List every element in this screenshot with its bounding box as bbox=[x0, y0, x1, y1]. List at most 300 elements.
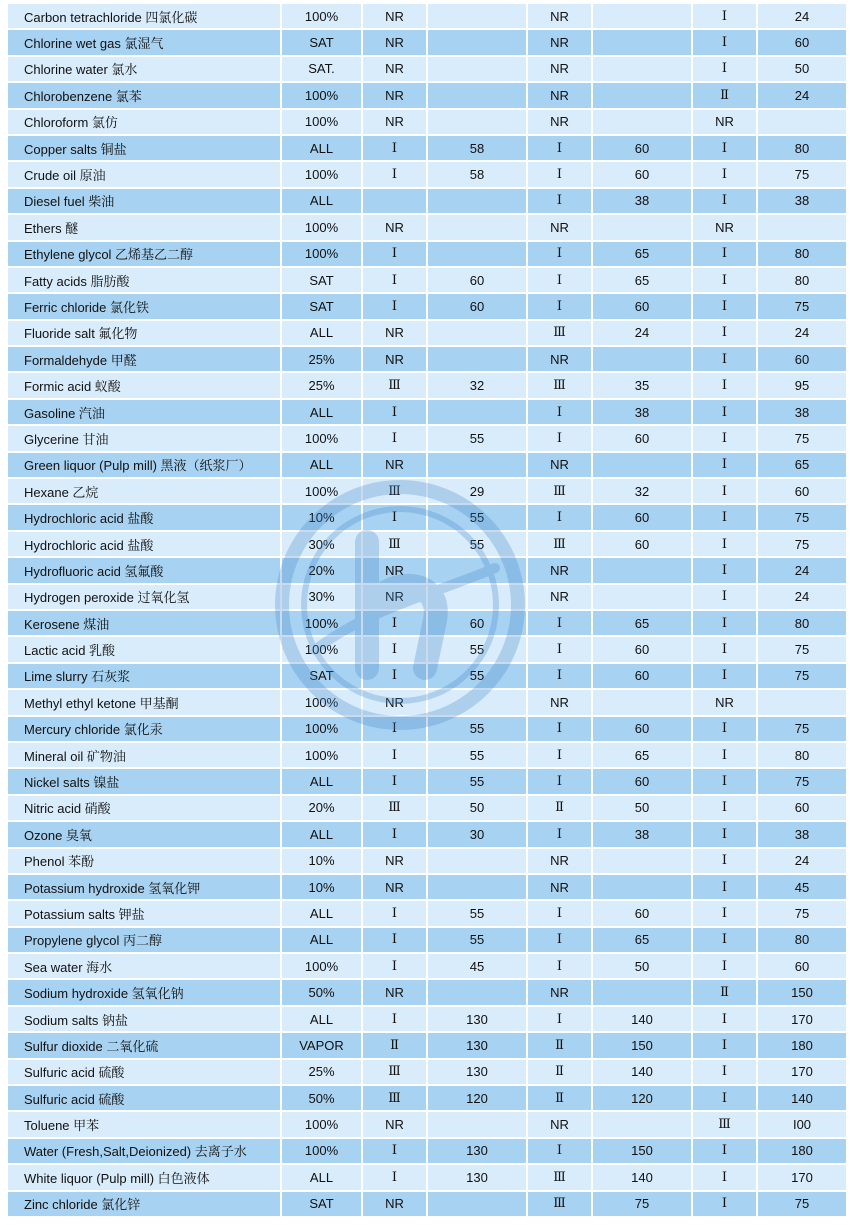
concentration-cell: 100% bbox=[282, 426, 361, 450]
chemical-name-cell: Toluene 甲苯 bbox=[8, 1112, 280, 1136]
table-row bbox=[8, 57, 846, 81]
temperature-cell bbox=[593, 57, 691, 81]
table-row bbox=[8, 453, 846, 477]
temperature-cell: 45 bbox=[428, 954, 526, 978]
temperature-cell: 55 bbox=[428, 637, 526, 661]
rating-cell: NR bbox=[528, 849, 591, 873]
rating-cell: NR bbox=[363, 849, 426, 873]
rating-cell: Ⅰ bbox=[693, 558, 756, 582]
chemical-name-cell: Propylene glycol 丙二醇 bbox=[8, 928, 280, 952]
temperature-cell: 75 bbox=[758, 294, 846, 318]
temperature-cell: 65 bbox=[593, 743, 691, 767]
temperature-cell: 150 bbox=[593, 1139, 691, 1163]
rating-cell: Ⅰ bbox=[693, 268, 756, 292]
rating-cell: Ⅰ bbox=[363, 928, 426, 952]
temperature-cell: 50 bbox=[758, 57, 846, 81]
chemical-name-cell: Lactic acid 乳酸 bbox=[8, 637, 280, 661]
table-row bbox=[8, 1060, 846, 1084]
temperature-cell bbox=[428, 242, 526, 266]
table-row bbox=[8, 1086, 846, 1110]
concentration-cell: 100% bbox=[282, 215, 361, 239]
temperature-cell bbox=[428, 1112, 526, 1136]
chemical-name-cell: Chlorine water 氯水 bbox=[8, 57, 280, 81]
temperature-cell bbox=[593, 110, 691, 134]
temperature-cell: 60 bbox=[593, 162, 691, 186]
rating-cell: Ⅰ bbox=[363, 769, 426, 793]
concentration-cell: ALL bbox=[282, 928, 361, 952]
chemical-name-cell: Sulfuric acid 硫酸 bbox=[8, 1086, 280, 1110]
chemical-name-cell: Fatty acids 脂肪酸 bbox=[8, 268, 280, 292]
concentration-cell: 100% bbox=[282, 717, 361, 741]
temperature-cell: 60 bbox=[593, 532, 691, 556]
chemical-name-cell: Formaldehyde 甲醛 bbox=[8, 347, 280, 371]
temperature-cell: 140 bbox=[593, 1165, 691, 1189]
rating-cell: Ⅱ bbox=[363, 1033, 426, 1057]
rating-cell: Ⅰ bbox=[693, 136, 756, 160]
rating-cell: Ⅲ bbox=[528, 321, 591, 345]
chemical-name-cell: Lime slurry 石灰浆 bbox=[8, 664, 280, 688]
rating-cell: Ⅰ bbox=[693, 1192, 756, 1216]
chemical-name-cell: Nickel salts 镍盐 bbox=[8, 769, 280, 793]
rating-cell: Ⅰ bbox=[528, 611, 591, 635]
rating-cell: Ⅰ bbox=[363, 637, 426, 661]
rating-cell: NR bbox=[363, 4, 426, 28]
rating-cell: Ⅰ bbox=[693, 1165, 756, 1189]
temperature-cell: 24 bbox=[758, 849, 846, 873]
temperature-cell: 60 bbox=[593, 637, 691, 661]
temperature-cell bbox=[428, 30, 526, 54]
temperature-cell: 24 bbox=[758, 558, 846, 582]
chemical-name-cell: Hydrochloric acid 盐酸 bbox=[8, 505, 280, 529]
table-row bbox=[8, 690, 846, 714]
temperature-cell: 75 bbox=[758, 532, 846, 556]
rating-cell: Ⅰ bbox=[528, 426, 591, 450]
rating-cell: Ⅱ bbox=[693, 980, 756, 1004]
temperature-cell: 32 bbox=[428, 373, 526, 397]
temperature-cell bbox=[593, 849, 691, 873]
chemical-name-cell: Green liquor (Pulp mill) 黑液（纸浆厂） bbox=[8, 453, 280, 477]
rating-cell: Ⅰ bbox=[363, 901, 426, 925]
rating-cell: Ⅰ bbox=[363, 743, 426, 767]
concentration-cell: 100% bbox=[282, 162, 361, 186]
temperature-cell bbox=[428, 347, 526, 371]
rating-cell: Ⅰ bbox=[693, 1086, 756, 1110]
concentration-cell: 10% bbox=[282, 849, 361, 873]
temperature-cell: 150 bbox=[758, 980, 846, 1004]
concentration-cell: 100% bbox=[282, 4, 361, 28]
temperature-cell: 55 bbox=[428, 505, 526, 529]
rating-cell: Ⅰ bbox=[693, 611, 756, 635]
table-row bbox=[8, 162, 846, 186]
rating-cell: Ⅰ bbox=[528, 1007, 591, 1031]
chemical-resistance-table-container bbox=[6, 2, 844, 1218]
concentration-cell: 20% bbox=[282, 796, 361, 820]
temperature-cell: 60 bbox=[593, 294, 691, 318]
table-row bbox=[8, 479, 846, 503]
rating-cell: NR bbox=[363, 1112, 426, 1136]
chemical-resistance-table bbox=[6, 2, 848, 1218]
concentration-cell: SAT bbox=[282, 268, 361, 292]
rating-cell: Ⅰ bbox=[693, 796, 756, 820]
table-row bbox=[8, 1112, 846, 1136]
rating-cell: Ⅰ bbox=[363, 611, 426, 635]
table-row bbox=[8, 321, 846, 345]
rating-cell: Ⅰ bbox=[693, 769, 756, 793]
rating-cell: Ⅰ bbox=[693, 453, 756, 477]
temperature-cell: 60 bbox=[428, 268, 526, 292]
rating-cell: Ⅰ bbox=[693, 321, 756, 345]
rating-cell: Ⅰ bbox=[528, 189, 591, 213]
concentration-cell: ALL bbox=[282, 189, 361, 213]
temperature-cell bbox=[758, 690, 846, 714]
table-row bbox=[8, 928, 846, 952]
table-row bbox=[8, 30, 846, 54]
chemical-name-cell: Ferric chloride 氯化铁 bbox=[8, 294, 280, 318]
rating-cell: Ⅰ bbox=[363, 1007, 426, 1031]
concentration-cell: 100% bbox=[282, 83, 361, 107]
rating-cell: NR bbox=[528, 980, 591, 1004]
temperature-cell: 140 bbox=[593, 1007, 691, 1031]
concentration-cell: 30% bbox=[282, 532, 361, 556]
rating-cell: Ⅲ bbox=[363, 373, 426, 397]
chemical-name-cell: Zinc chloride 氯化锌 bbox=[8, 1192, 280, 1216]
rating-cell: Ⅲ bbox=[363, 479, 426, 503]
table-row bbox=[8, 505, 846, 529]
rating-cell: Ⅰ bbox=[693, 875, 756, 899]
rating-cell: Ⅰ bbox=[693, 954, 756, 978]
rating-cell: Ⅰ bbox=[693, 162, 756, 186]
rating-cell: Ⅰ bbox=[528, 954, 591, 978]
temperature-cell: 80 bbox=[758, 242, 846, 266]
rating-cell: Ⅲ bbox=[528, 532, 591, 556]
rating-cell: NR bbox=[528, 57, 591, 81]
chemical-name-cell: Diesel fuel 柴油 bbox=[8, 189, 280, 213]
temperature-cell: 38 bbox=[758, 189, 846, 213]
chemical-name-cell: White liquor (Pulp mill) 白色液体 bbox=[8, 1165, 280, 1189]
table-row bbox=[8, 347, 846, 371]
temperature-cell: 75 bbox=[758, 1192, 846, 1216]
table-row bbox=[8, 215, 846, 239]
temperature-cell: 55 bbox=[428, 743, 526, 767]
rating-cell: Ⅱ bbox=[693, 83, 756, 107]
chemical-name-cell: Phenol 苯酚 bbox=[8, 849, 280, 873]
temperature-cell bbox=[428, 875, 526, 899]
temperature-cell: 60 bbox=[428, 294, 526, 318]
rating-cell: NR bbox=[363, 453, 426, 477]
rating-cell: Ⅰ bbox=[528, 637, 591, 661]
rating-cell: Ⅰ bbox=[693, 743, 756, 767]
table-row bbox=[8, 294, 846, 318]
chemical-name-cell: Nitric acid 硝酸 bbox=[8, 796, 280, 820]
chemical-name-cell: Fluoride salt 氟化物 bbox=[8, 321, 280, 345]
rating-cell: Ⅱ bbox=[528, 1086, 591, 1110]
temperature-cell: 55 bbox=[428, 769, 526, 793]
temperature-cell: 38 bbox=[593, 189, 691, 213]
rating-cell: NR bbox=[528, 110, 591, 134]
temperature-cell: 140 bbox=[593, 1060, 691, 1084]
rating-cell: Ⅰ bbox=[363, 505, 426, 529]
table-row bbox=[8, 532, 846, 556]
rating-cell: Ⅰ bbox=[693, 822, 756, 846]
concentration-cell: 100% bbox=[282, 690, 361, 714]
temperature-cell: 55 bbox=[428, 426, 526, 450]
temperature-cell: 65 bbox=[758, 453, 846, 477]
temperature-cell: 50 bbox=[593, 796, 691, 820]
table-body bbox=[8, 4, 846, 1216]
rating-cell: NR bbox=[528, 4, 591, 28]
rating-cell: Ⅰ bbox=[363, 268, 426, 292]
rating-cell: Ⅰ bbox=[363, 400, 426, 424]
rating-cell: Ⅰ bbox=[363, 242, 426, 266]
rating-cell: Ⅲ bbox=[528, 1192, 591, 1216]
rating-cell: Ⅱ bbox=[528, 796, 591, 820]
temperature-cell: 58 bbox=[428, 162, 526, 186]
temperature-cell bbox=[593, 347, 691, 371]
table-row bbox=[8, 954, 846, 978]
concentration-cell: 10% bbox=[282, 505, 361, 529]
chemical-name-cell: Gasoline 汽油 bbox=[8, 400, 280, 424]
chemical-name-cell: Sulfuric acid 硫酸 bbox=[8, 1060, 280, 1084]
rating-cell: Ⅰ bbox=[693, 57, 756, 81]
table-row bbox=[8, 136, 846, 160]
temperature-cell: 58 bbox=[428, 136, 526, 160]
temperature-cell: 170 bbox=[758, 1165, 846, 1189]
rating-cell: Ⅲ bbox=[363, 1086, 426, 1110]
concentration-cell: ALL bbox=[282, 1007, 361, 1031]
rating-cell: Ⅰ bbox=[528, 136, 591, 160]
concentration-cell: VAPOR bbox=[282, 1033, 361, 1057]
temperature-cell bbox=[428, 453, 526, 477]
chemical-name-cell: Sea water 海水 bbox=[8, 954, 280, 978]
chemical-name-cell: Glycerine 甘油 bbox=[8, 426, 280, 450]
rating-cell: NR bbox=[528, 347, 591, 371]
rating-cell: Ⅲ bbox=[363, 532, 426, 556]
concentration-cell: 50% bbox=[282, 1086, 361, 1110]
rating-cell: NR bbox=[528, 875, 591, 899]
temperature-cell: 75 bbox=[758, 637, 846, 661]
rating-cell: NR bbox=[363, 1192, 426, 1216]
rating-cell: Ⅰ bbox=[363, 1165, 426, 1189]
temperature-cell bbox=[593, 585, 691, 609]
table-row bbox=[8, 849, 846, 873]
temperature-cell: 24 bbox=[758, 585, 846, 609]
table-row bbox=[8, 637, 846, 661]
concentration-cell: 30% bbox=[282, 585, 361, 609]
rating-cell: NR bbox=[363, 30, 426, 54]
rating-cell: Ⅰ bbox=[693, 242, 756, 266]
temperature-cell: 60 bbox=[758, 30, 846, 54]
table-row bbox=[8, 822, 846, 846]
temperature-cell: 38 bbox=[593, 822, 691, 846]
temperature-cell: 65 bbox=[593, 611, 691, 635]
temperature-cell: 60 bbox=[428, 611, 526, 635]
temperature-cell: 32 bbox=[593, 479, 691, 503]
concentration-cell: 100% bbox=[282, 1112, 361, 1136]
table-row bbox=[8, 980, 846, 1004]
concentration-cell: 100% bbox=[282, 637, 361, 661]
concentration-cell: 10% bbox=[282, 875, 361, 899]
temperature-cell bbox=[428, 849, 526, 873]
rating-cell: NR bbox=[693, 690, 756, 714]
rating-cell: Ⅰ bbox=[693, 532, 756, 556]
chemical-name-cell: Ozone 臭氧 bbox=[8, 822, 280, 846]
temperature-cell: 180 bbox=[758, 1139, 846, 1163]
concentration-cell: 100% bbox=[282, 954, 361, 978]
temperature-cell: 55 bbox=[428, 901, 526, 925]
table-row bbox=[8, 717, 846, 741]
chemical-name-cell: Sodium salts 钠盐 bbox=[8, 1007, 280, 1031]
temperature-cell: 24 bbox=[758, 83, 846, 107]
concentration-cell: ALL bbox=[282, 1165, 361, 1189]
table-row bbox=[8, 875, 846, 899]
concentration-cell: ALL bbox=[282, 321, 361, 345]
temperature-cell bbox=[428, 690, 526, 714]
rating-cell: NR bbox=[528, 558, 591, 582]
rating-cell: Ⅰ bbox=[363, 1139, 426, 1163]
temperature-cell: 38 bbox=[758, 822, 846, 846]
table-row bbox=[8, 585, 846, 609]
concentration-cell: 20% bbox=[282, 558, 361, 582]
table-row bbox=[8, 189, 846, 213]
concentration-cell: 25% bbox=[282, 347, 361, 371]
temperature-cell: 45 bbox=[758, 875, 846, 899]
rating-cell: Ⅲ bbox=[528, 479, 591, 503]
temperature-cell bbox=[593, 1112, 691, 1136]
temperature-cell: 80 bbox=[758, 268, 846, 292]
rating-cell: NR bbox=[693, 215, 756, 239]
temperature-cell: 130 bbox=[428, 1139, 526, 1163]
temperature-cell bbox=[428, 980, 526, 1004]
temperature-cell: 60 bbox=[758, 954, 846, 978]
concentration-cell: 100% bbox=[282, 1139, 361, 1163]
table-row bbox=[8, 1007, 846, 1031]
chemical-name-cell: Mineral oil 矿物油 bbox=[8, 743, 280, 767]
rating-cell: Ⅰ bbox=[528, 743, 591, 767]
temperature-cell: 24 bbox=[758, 321, 846, 345]
rating-cell: NR bbox=[528, 690, 591, 714]
table-row bbox=[8, 611, 846, 635]
temperature-cell bbox=[428, 1192, 526, 1216]
rating-cell bbox=[363, 189, 426, 213]
temperature-cell bbox=[428, 57, 526, 81]
temperature-cell: 75 bbox=[758, 426, 846, 450]
temperature-cell: 130 bbox=[428, 1007, 526, 1031]
concentration-cell: SAT bbox=[282, 1192, 361, 1216]
rating-cell: Ⅲ bbox=[363, 796, 426, 820]
temperature-cell: 50 bbox=[593, 954, 691, 978]
temperature-cell: 60 bbox=[593, 901, 691, 925]
table-row bbox=[8, 901, 846, 925]
temperature-cell: 130 bbox=[428, 1060, 526, 1084]
rating-cell: Ⅰ bbox=[363, 136, 426, 160]
chemical-name-cell: Potassium salts 钾盐 bbox=[8, 901, 280, 925]
rating-cell: Ⅰ bbox=[693, 637, 756, 661]
concentration-cell: 100% bbox=[282, 479, 361, 503]
temperature-cell: 120 bbox=[593, 1086, 691, 1110]
temperature-cell: 60 bbox=[593, 717, 691, 741]
rating-cell: Ⅰ bbox=[528, 294, 591, 318]
rating-cell: Ⅰ bbox=[528, 717, 591, 741]
rating-cell: Ⅲ bbox=[693, 1112, 756, 1136]
temperature-cell: 150 bbox=[593, 1033, 691, 1057]
temperature-cell: 120 bbox=[428, 1086, 526, 1110]
temperature-cell: 95 bbox=[758, 373, 846, 397]
rating-cell: Ⅲ bbox=[528, 1165, 591, 1189]
temperature-cell bbox=[428, 83, 526, 107]
rating-cell: NR bbox=[363, 875, 426, 899]
rating-cell: Ⅰ bbox=[528, 928, 591, 952]
temperature-cell: 55 bbox=[428, 532, 526, 556]
temperature-cell bbox=[428, 400, 526, 424]
rating-cell: Ⅰ bbox=[693, 901, 756, 925]
temperature-cell: 80 bbox=[758, 611, 846, 635]
temperature-cell: 50 bbox=[428, 796, 526, 820]
temperature-cell bbox=[758, 110, 846, 134]
rating-cell: Ⅰ bbox=[693, 479, 756, 503]
temperature-cell bbox=[428, 215, 526, 239]
table-row bbox=[8, 426, 846, 450]
table-row bbox=[8, 558, 846, 582]
temperature-cell bbox=[428, 4, 526, 28]
concentration-cell: SAT bbox=[282, 664, 361, 688]
rating-cell: Ⅰ bbox=[693, 189, 756, 213]
temperature-cell: 75 bbox=[758, 664, 846, 688]
temperature-cell: 170 bbox=[758, 1007, 846, 1031]
temperature-cell: 60 bbox=[593, 505, 691, 529]
table-row bbox=[8, 1139, 846, 1163]
temperature-cell: 80 bbox=[758, 928, 846, 952]
temperature-cell: 60 bbox=[758, 347, 846, 371]
temperature-cell bbox=[593, 215, 691, 239]
table-row bbox=[8, 796, 846, 820]
rating-cell: Ⅰ bbox=[363, 294, 426, 318]
concentration-cell: ALL bbox=[282, 769, 361, 793]
rating-cell: NR bbox=[363, 558, 426, 582]
concentration-cell: 100% bbox=[282, 743, 361, 767]
temperature-cell bbox=[428, 110, 526, 134]
temperature-cell: 75 bbox=[758, 717, 846, 741]
rating-cell: Ⅰ bbox=[693, 505, 756, 529]
concentration-cell: ALL bbox=[282, 400, 361, 424]
concentration-cell: 25% bbox=[282, 1060, 361, 1084]
concentration-cell: SAT bbox=[282, 294, 361, 318]
rating-cell: Ⅰ bbox=[528, 162, 591, 186]
temperature-cell: 38 bbox=[593, 400, 691, 424]
chemical-name-cell: Kerosene 煤油 bbox=[8, 611, 280, 635]
rating-cell: Ⅰ bbox=[693, 4, 756, 28]
chemical-name-cell: Ethers 醚 bbox=[8, 215, 280, 239]
temperature-cell: 65 bbox=[593, 268, 691, 292]
rating-cell: Ⅰ bbox=[528, 664, 591, 688]
table-row bbox=[8, 1192, 846, 1216]
temperature-cell bbox=[428, 189, 526, 213]
concentration-cell: SAT. bbox=[282, 57, 361, 81]
temperature-cell: 60 bbox=[593, 426, 691, 450]
concentration-cell: SAT bbox=[282, 30, 361, 54]
temperature-cell: 24 bbox=[758, 4, 846, 28]
rating-cell: NR bbox=[363, 347, 426, 371]
rating-cell: Ⅱ bbox=[528, 1033, 591, 1057]
chemical-name-cell: Water (Fresh,Salt,Deionized) 去离子水 bbox=[8, 1139, 280, 1163]
temperature-cell: 170 bbox=[758, 1060, 846, 1084]
rating-cell: Ⅰ bbox=[528, 769, 591, 793]
temperature-cell: 55 bbox=[428, 928, 526, 952]
temperature-cell bbox=[428, 321, 526, 345]
rating-cell: Ⅰ bbox=[693, 1007, 756, 1031]
temperature-cell: 24 bbox=[593, 321, 691, 345]
rating-cell: Ⅰ bbox=[363, 954, 426, 978]
rating-cell: NR bbox=[363, 585, 426, 609]
